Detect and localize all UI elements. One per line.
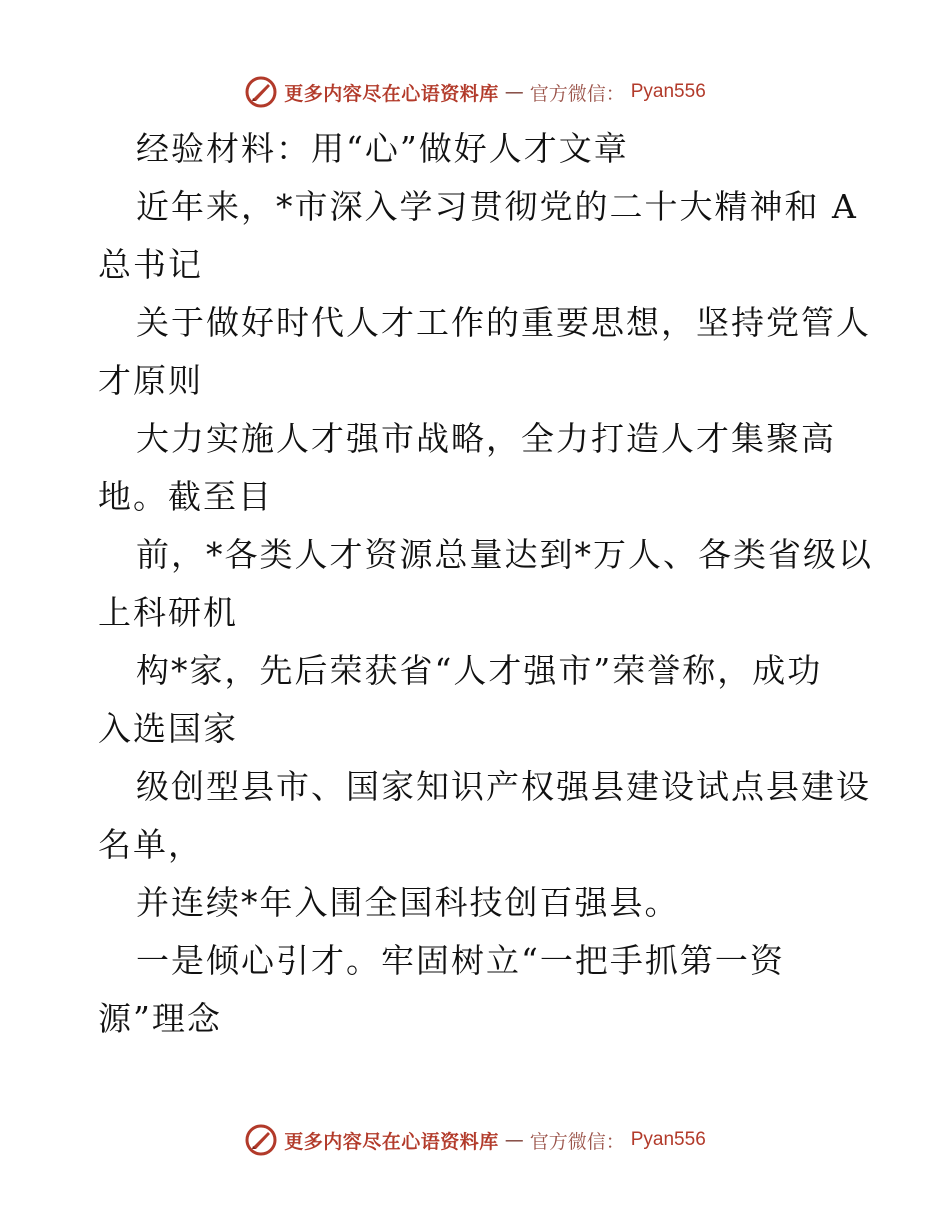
text-line: 关于做好时代人才工作的重要思想，坚持党管人 [136, 303, 871, 342]
text-line: 近年来，*市深入学习贯彻党的二十大精神和 A [136, 187, 858, 226]
text-line: 前，*各类人才资源总量达到*万人、各类省级以 [136, 535, 873, 574]
text-line: 并连续*年入围全国科技创百强县。 [136, 883, 680, 922]
text-line: 上科研机 [98, 593, 238, 632]
red-circle-quill-logo-icon [244, 1123, 278, 1157]
footer-watermark [0, 1120, 950, 1160]
watermark-separator: — [504, 81, 524, 103]
text-line: 才原则 [98, 361, 203, 400]
text-line: 入选国家 [98, 709, 238, 748]
watermark-wechat-id: Pyan556 [630, 1129, 706, 1150]
watermark-text: 更多内容尽在心语资料库 [284, 82, 499, 105]
header-watermark [0, 72, 950, 112]
text-line: 地。截至目 [98, 477, 273, 516]
watermark-wechat-label: 官方微信： [529, 1130, 625, 1153]
text-line: 总书记 [98, 245, 203, 284]
red-circle-quill-logo-icon [244, 75, 278, 109]
document-body [98, 120, 873, 1048]
watermark-wechat-label: 官方微信： [529, 82, 625, 105]
watermark-wechat-id: Pyan556 [630, 81, 706, 102]
text-line: 级创型县市、国家知识产权强县建设试点县建设 [136, 767, 871, 806]
text-line: 构*家，先后荣获省“人才强市”荣誉称，成功 [136, 651, 823, 690]
watermark-separator: — [504, 1129, 524, 1151]
document-title: 经验材料：用“心”做好人才文章 [136, 129, 629, 168]
text-line: 一是倾心引才。牢固树立“一把手抓第一资 [136, 941, 785, 980]
text-line: 大力实施人才强市战略，全力打造人才集聚高 [136, 419, 836, 458]
text-line: 名单， [98, 825, 203, 864]
watermark-text: 更多内容尽在心语资料库 [284, 1130, 499, 1153]
text-line: 源”理念 [98, 999, 222, 1038]
